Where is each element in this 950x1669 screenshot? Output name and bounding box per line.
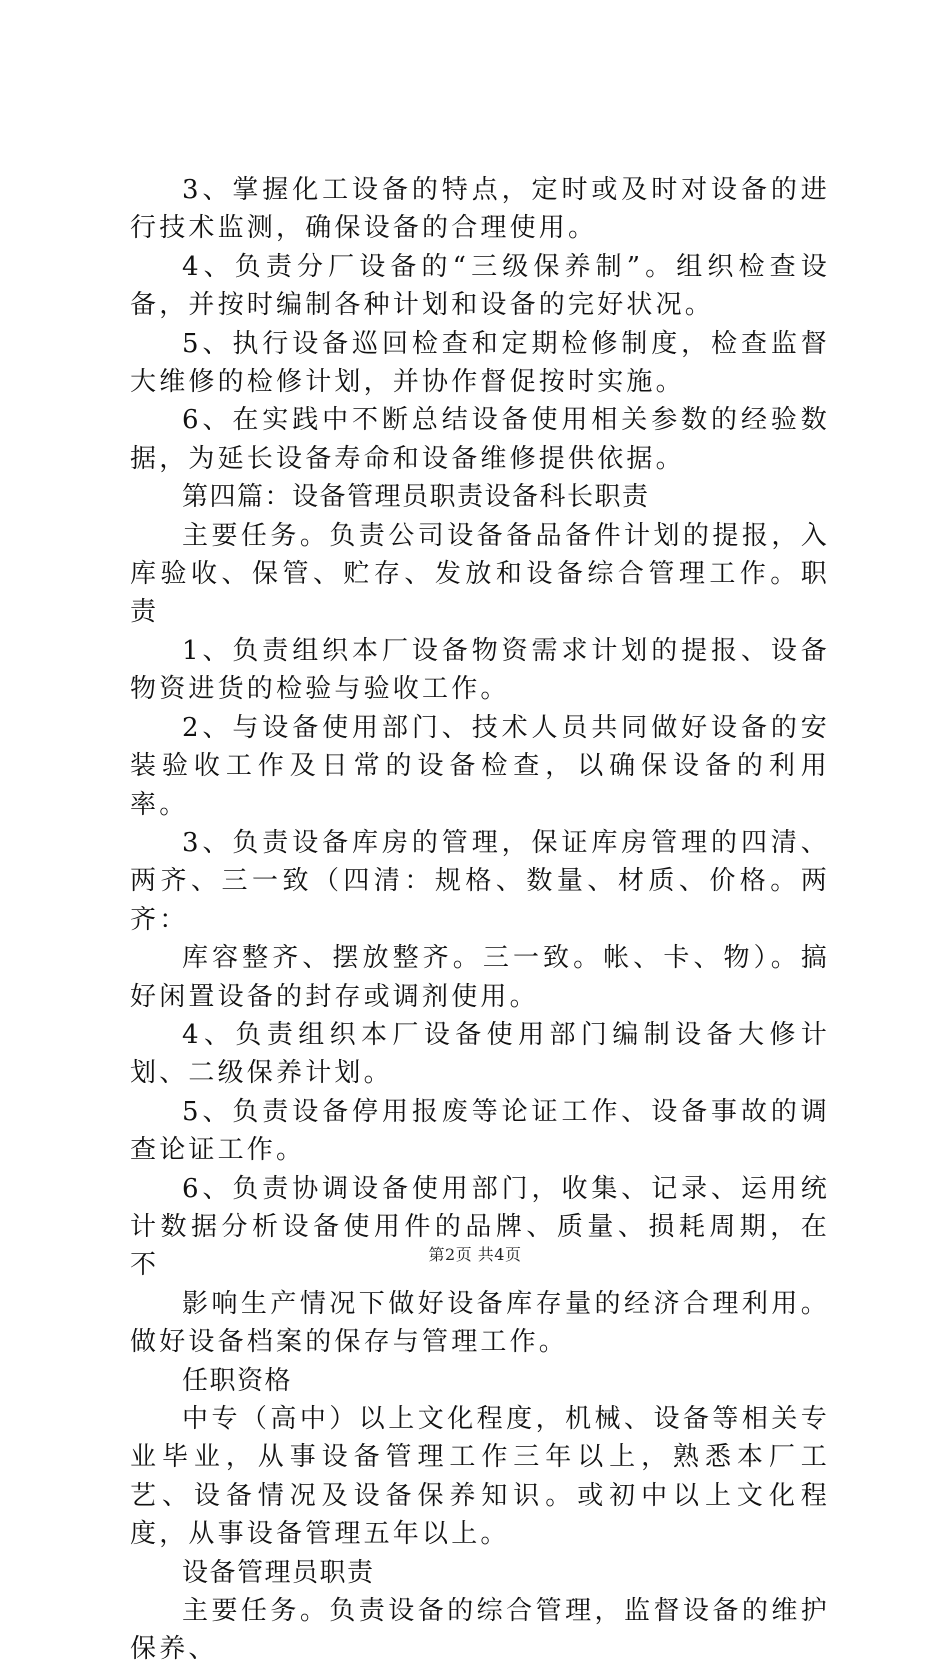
paragraph-item-5: 5、执行设备巡回检查和定期检修制度，检查监督大维修的检修计划，并协作督促按时实施。	[130, 328, 830, 398]
paragraph-duty-4: 4、负责组织本厂设备使用部门编制设备大修计划、二级保养计划。	[130, 1019, 830, 1089]
paragraph-duty-5: 5、负责设备停用报废等论证工作、设备事故的调查论证工作。	[130, 1096, 830, 1166]
paragraph-duty-2: 2、与设备使用部门、技术人员共同做好设备的安装验收工作及日常的设备检查，以确保设备的利用率。	[130, 712, 830, 820]
paragraph-item-4: 4、负责分厂设备的“三级保养制”。组织检查设备，并按时编制各种计划和设备的完好状况。	[130, 251, 830, 321]
paragraph-duty-3-cont: 库容整齐、摆放整齐。三一致。帐、卡、物）。搞好闲置设备的封存或调剂使用。	[130, 943, 830, 1012]
section-heading-manager-duties: 设备管理员职责	[182, 1557, 375, 1588]
paragraph-duty-1: 1、负责组织本厂设备物资需求计划的提报、设备物资进货的检验与验收工作。	[130, 635, 830, 705]
paragraph-duty-3: 3、负责设备库房的管理，保证库房管理的四清、两齐、三一致（四清：规格、数量、材质、价格。两齐：	[130, 827, 830, 935]
section-heading-part4: 第四篇：设备管理员职责设备科长职责	[182, 482, 650, 513]
paragraph-duty-6: 6、负责协调设备使用部门，收集、记录、运用统计数据分析设备使用件的品牌、质量、损耗周期，在不	[130, 1173, 830, 1281]
section-heading-qualifications: 任职资格	[182, 1365, 293, 1396]
paragraph-item-3: 3、掌握化工设备的特点，定时或及时对设备的进行技术监测，确保设备的合理使用。	[130, 175, 830, 244]
paragraph-duty-6-cont: 影响生产情况下做好设备库存量的经济合理利用。做好设备档案的保存与管理工作。	[130, 1288, 830, 1358]
paragraph-manager-main-task: 主要任务。负责设备的综合管理，监督设备的维护保养、	[130, 1596, 830, 1665]
page-footer: 第2页 共4页	[428, 1245, 522, 1264]
document-body	[130, 171, 830, 1669]
paragraph-item-6: 6、在实践中不断总结设备使用相关参数的经验数据，为延长设备寿命和设备维修提供依据。	[130, 405, 830, 474]
paragraph-main-task: 主要任务。负责公司设备备品备件计划的提报，入库验收、保管、贮存、发放和设备综合管理工作。职责	[130, 520, 830, 628]
paragraph-qualifications: 中专（高中）以上文化程度，机械、设备等相关专业毕业，从事设备管理工作三年以上，熟悉本厂工艺、设备情况及设备保养知识。或初中以上文化程度，从事设备管理五年以上。	[130, 1404, 830, 1550]
